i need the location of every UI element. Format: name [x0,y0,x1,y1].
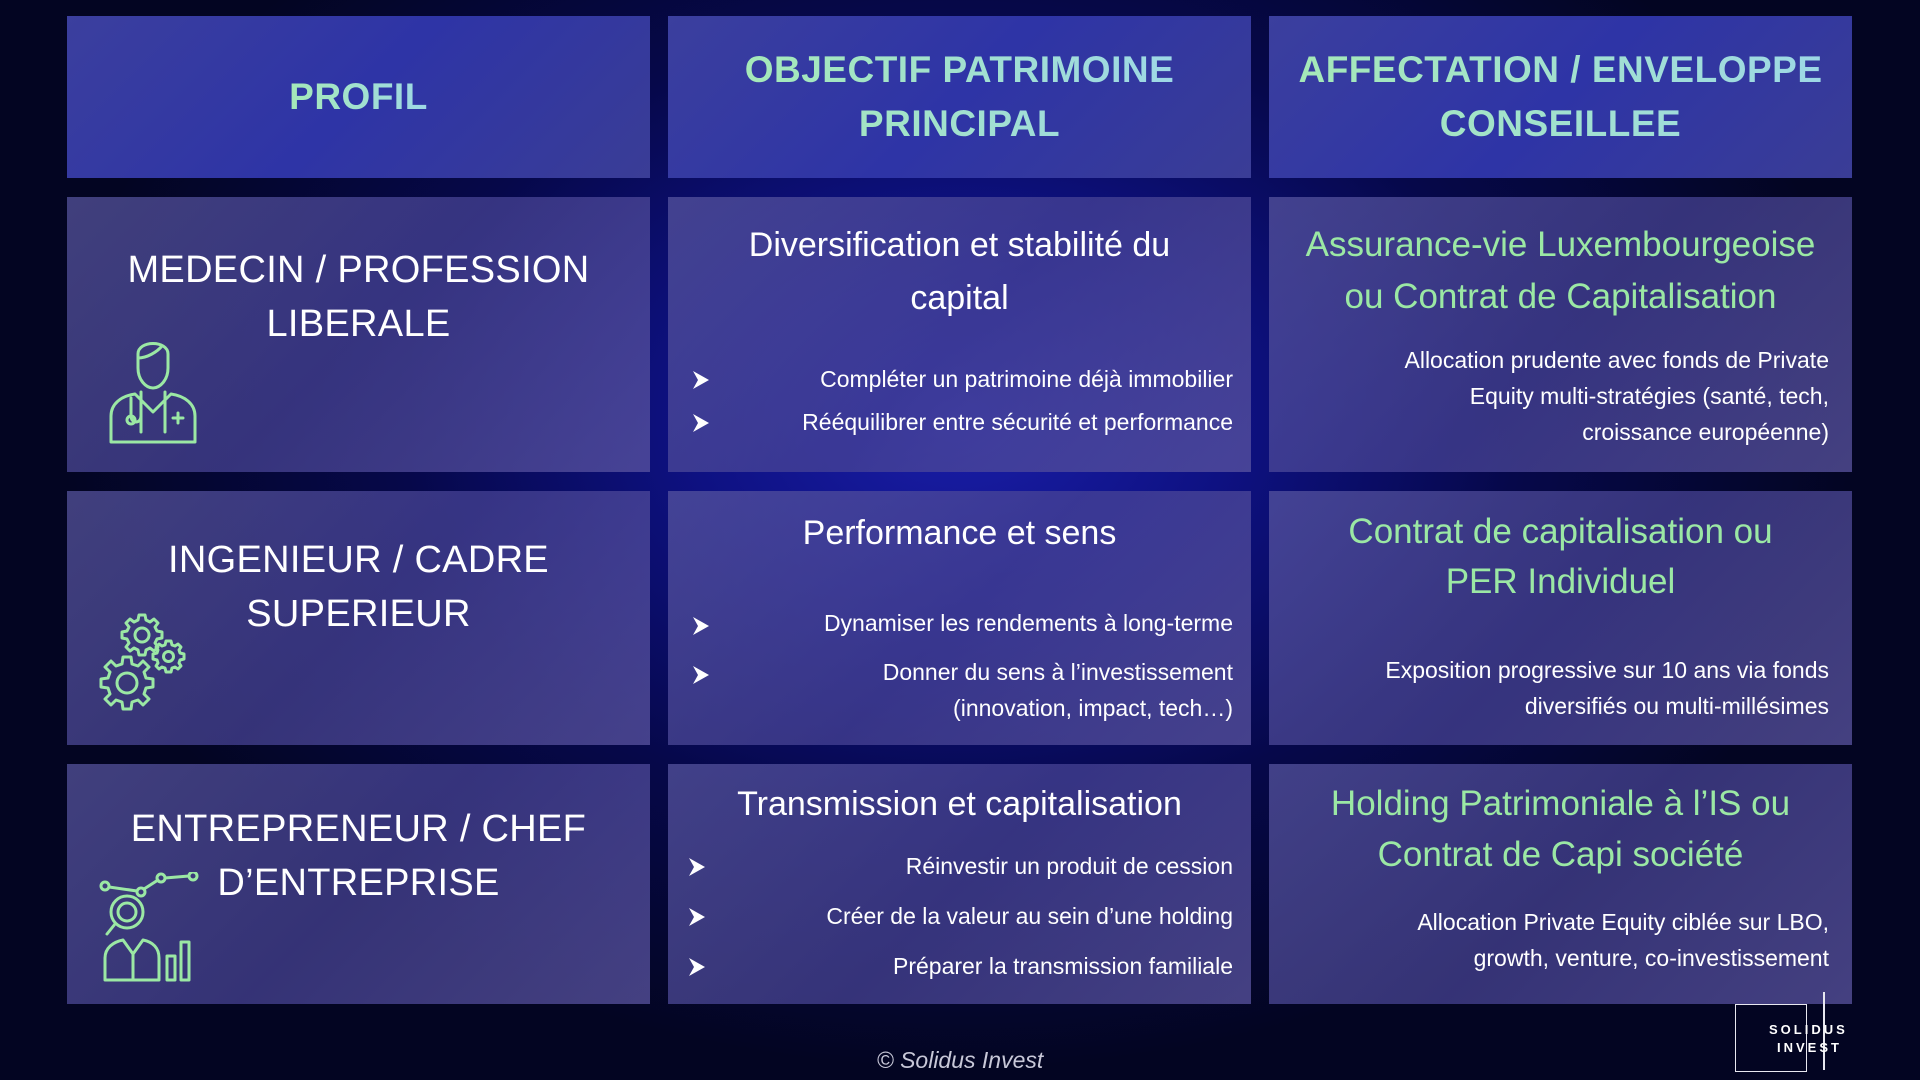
list-item [690,361,1233,404]
row2-envelope-line1: Contrat de capitalisation ou [1348,512,1773,551]
header-objectif [668,16,1251,178]
row1-envelope-title [1277,219,1844,323]
row3-envelope-line1: Holding Patrimoniale à l’IS ou [1330,784,1791,823]
list-item [690,654,1233,726]
row2-bullet-list [690,605,1233,726]
logo-frame [1735,1004,1807,1072]
header-affectation-line2: CONSEILLEE [1298,97,1822,151]
chevron-right-icon [690,369,712,391]
bullet-text: Donner du sens à l’investissement [882,659,1233,685]
row3-envelope-cell [1269,764,1852,1004]
logo-text-line2: INVEST [1777,1040,1842,1055]
gears-icon [97,611,189,711]
bullet-text: Rééquilibrer entre sécurité et performance [802,409,1233,435]
row1-envelope-line1: Assurance-vie Luxembourgeoise [1305,225,1816,264]
chevron-right-icon [686,956,708,978]
doctor-icon [107,332,199,444]
row2-objective-cell [668,491,1251,745]
row1-objective-title [678,219,1241,325]
row1-desc-line1: Allocation prudente avec fonds de Private [1404,347,1829,373]
chevron-right-icon [690,412,712,434]
list-item [686,948,1233,984]
row2-envelope-line2: PER Individuel [1445,562,1676,601]
row3-profile-line1: ENTREPRENEUR / CHEF [130,808,587,850]
list-item [690,404,1233,440]
entrepreneur-analytics-icon [97,872,199,982]
row3-objective-title [678,778,1241,831]
row2-desc-line2: diversifiés ou multi-millésimes [1524,693,1829,719]
bullet-text-continued: (innovation, impact, tech…) [953,695,1233,721]
row2-desc-line1: Exposition progressive sur 10 ans via fonds [1385,657,1829,683]
solidus-invest-logo [1735,992,1848,1072]
row2-objective-line1: Performance et sens [802,514,1117,552]
list-item [686,848,1233,898]
bullet-text: Dynamiser les rendements à long-terme [823,610,1233,636]
row1-profile-line1: MEDECIN / PROFESSION [127,249,590,291]
bullet-text: Préparer la transmission familiale [892,953,1233,979]
chevron-right-icon [690,664,712,686]
row2-profile-line1: INGENIEUR / CADRE [168,539,549,581]
list-item [686,898,1233,948]
row3-profile-cell [67,764,650,1004]
row3-objective-cell [668,764,1251,1004]
row2-profile-line2: SUPERIEUR [246,593,471,635]
header-profil-label: PROFIL [289,70,428,124]
chevron-right-icon [690,615,712,637]
row1-envelope-cell [1269,197,1852,472]
row2-objective-title [678,507,1241,560]
row1-desc-line3: croissance européenne) [1582,419,1829,445]
row3-profile-line2: D’ENTREPRISE [217,862,500,904]
row3-objective-line1: Transmission et capitalisation [737,785,1182,823]
row1-bullet-list [690,361,1233,440]
bullet-text: Créer de la valeur au sein d’une holding [826,903,1233,929]
row3-bullet-list [686,848,1233,984]
row1-objective-cell [668,197,1251,472]
row1-profile-line2: LIBERALE [266,303,451,345]
row2-envelope-description [1309,652,1829,724]
chevron-right-icon [686,906,708,928]
row3-envelope-line2: Contrat de Capi société [1377,835,1744,874]
row3-desc-line1: Allocation Private Equity ciblée sur LBO, [1417,909,1829,935]
row1-profile-cell [67,197,650,472]
header-affectation [1269,16,1852,178]
header-objectif-line1: OBJECTIF PATRIMOINE [745,43,1175,97]
row1-objective-line2: capital [910,279,1009,317]
chevron-right-icon [686,856,708,878]
logo-text-line1: SOLIDUS [1769,1022,1848,1037]
row2-envelope-title [1277,507,1844,607]
list-item [690,605,1233,654]
row3-desc-line2: growth, venture, co-investissement [1473,945,1829,971]
row1-desc-line2: Equity multi-stratégies (santé, tech, [1469,383,1829,409]
header-affectation-line1: AFFECTATION / ENVELOPPE [1298,43,1822,97]
row1-objective-line1: Diversification et stabilité du [748,226,1171,264]
row1-envelope-description [1309,342,1829,450]
row1-envelope-line2: ou Contrat de Capitalisation [1344,277,1777,316]
row2-profile-cell [67,491,650,745]
copyright-footer: © Solidus Invest [876,1047,1044,1073]
header-profil [67,16,650,178]
bullet-text: Réinvestir un produit de cession [905,853,1233,879]
row3-envelope-description [1309,904,1829,976]
bullet-text: Compléter un patrimoine déjà immobilier [820,366,1233,392]
row2-envelope-cell [1269,491,1852,745]
row3-envelope-title [1277,778,1844,880]
header-objectif-line2: PRINCIPAL [745,97,1175,151]
